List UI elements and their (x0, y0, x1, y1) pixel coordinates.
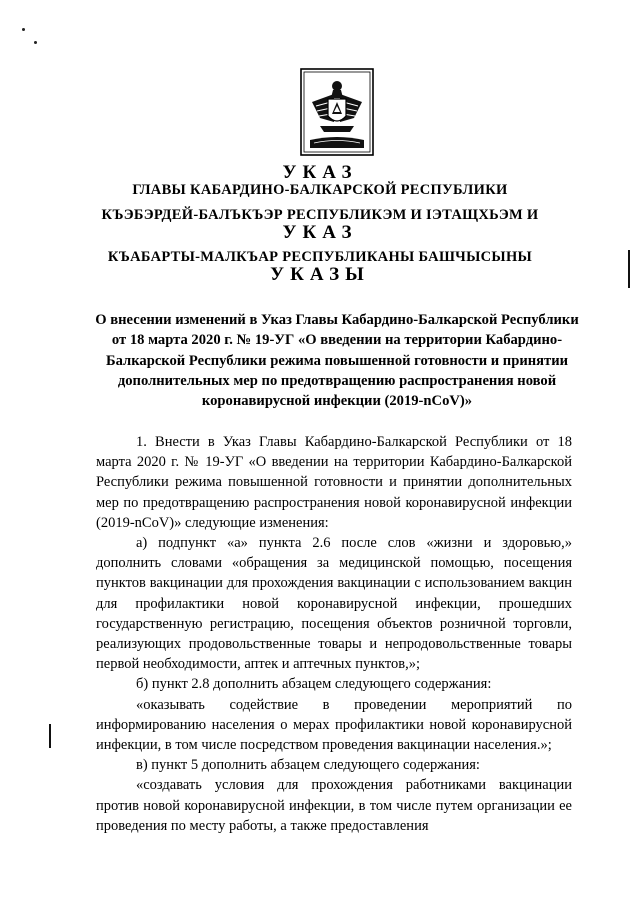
scan-edge-mark (49, 724, 51, 748)
paragraph-v-quote: «создавать условия для прохождения работниками вакцинации против новой коронавирусной инфекции, в том числе путем организации ее проведения по месту работы, а также предоставления (96, 777, 572, 834)
decree-title: О внесении изменений в Указ Главы Кабардино-Балкарской Республики от 18 марта 2020 г. № 19-УГ «О введении на территории Кабардино-Балкарской Республики режима повышенной готовности и принятии дополнительных мер по предотвращению распространения новой коронавирусной инфекции (2019-nCoV)» (95, 312, 579, 410)
scan-speck (22, 28, 25, 31)
decree-body (96, 432, 572, 836)
paragraph-b-quote: «оказывать содействие в проведении мероприятий по информированию населения о мерах профилактики новой коронавирусной инфекции, в том числе посредством проведения вакцинации населения.»; (96, 696, 572, 754)
paragraph-v: в) пункт 5 дополнить абзацем следующего содержания: (136, 757, 480, 774)
head-of-republic-line-krc: КЪАБАРТЫ-МАЛКЪАР РЕСПУБЛИКАНЫ БАШЧЫСЫНЫ (107, 249, 533, 265)
head-of-republic-line-ru: ГЛАВЫ КАБАРДИНО-БАЛКАРСКОЙ РЕСПУБЛИКИ (132, 182, 508, 198)
head-of-republic-line-kbd: КЪЭБЭРДЕЙ-БАЛЪКЪЭР РЕСПУБЛИКЭМ И ІЭТАЩХЬЭМ И (101, 207, 539, 223)
paragraph-b: б) пункт 2.8 дополнить абзацем следующего содержания: (136, 676, 492, 693)
coat-of-arms-emblem (300, 68, 374, 156)
decree-heading-krc: УКАЗЫ (270, 264, 370, 285)
paragraph-1: 1. Внести в Указ Главы Кабардино-Балкарской Республики от 18 марта 2020 г. № 19-УГ «О введении на территории Кабардино-Балкарской Республики режима повышенной готовности и принятии дополнительных мер по предотвращению распространения новой коронавирусной инфекции (2019-nCoV)» следующие изменения: (96, 434, 572, 531)
scan-speck (34, 41, 37, 44)
decree-heading-kbd: УКАЗ (282, 222, 358, 243)
decree-heading-ru: УКАЗ (282, 162, 358, 183)
paragraph-a: а) подпункт «а» пункта 2.6 после слов «жизни и здоровью,» дополнить словами «обращения за медицинской помощью, посещения пунктов вакцинации для прохождения вакцинации с использованием вакцин для профилактики новой коронавирусной инфекции, прошедших государственную регистрацию, посещения объектов розничной торговли, реализующих продовольственные товары и непродовольственные товары первой необходимости, аптек и аптечных пунктов,»; (96, 535, 572, 673)
